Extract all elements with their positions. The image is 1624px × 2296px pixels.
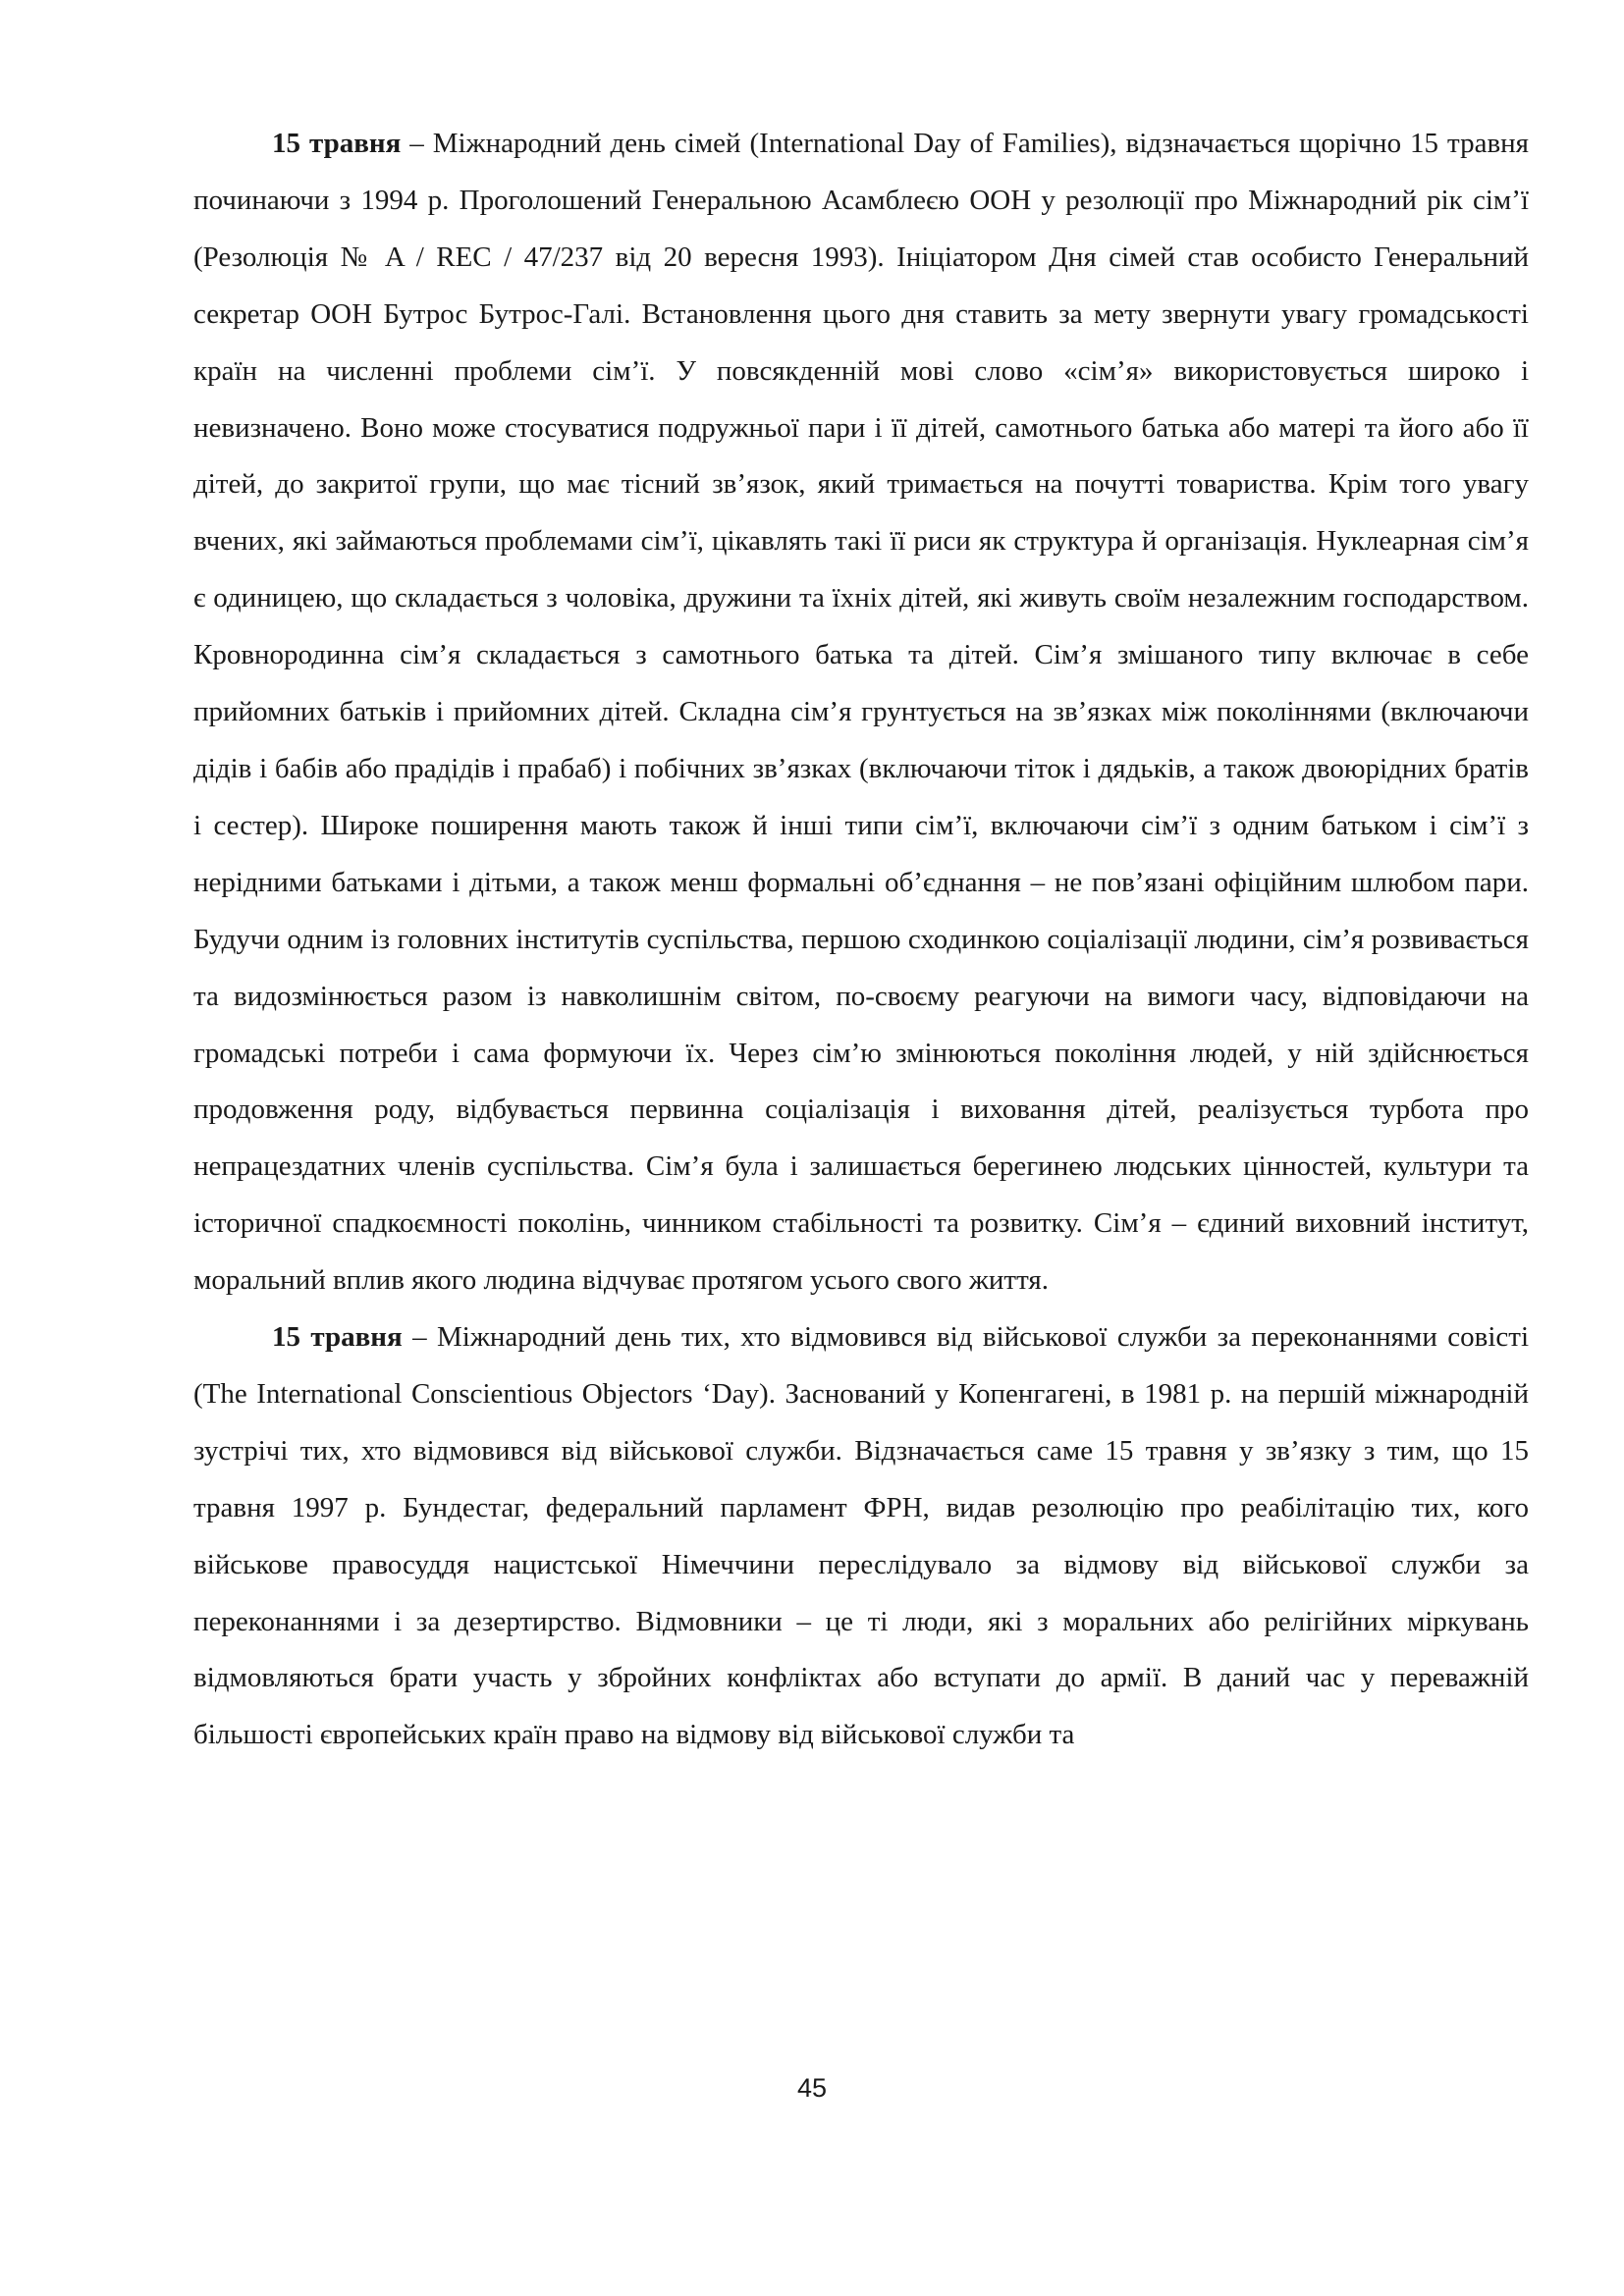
paragraph-text: – Міжнародний день тих, хто відмовився від військової служби за переконаннями совісті (The International Conscientious Objectors ‘Day). Заснований у Копенгагені, в 1981 р. на першій міжнародній зустрічі тих, хто відмовився від військової служби. Відзначається саме 15 травня у зв’язку з тим, що 15 травня 1997 р. Бундестаг, федеральний парламент ФРН, видав резолюцію про реабілітацію тих, кого військове правосуддя нацистської Німеччини переслідувало за відмову від військової служби за переконаннями і за дезертирство. Відмовники – це ті люди, які з моральних або релігійних міркувань відмовляються брати участь у збройних конфліктах або вступати до армії. В даний час у переважній більшості європейських країн право на відмову від військової служби та xyxy=(193,1321,1529,1751)
paragraph-date: 15 травня xyxy=(272,1321,403,1354)
page-number: 45 xyxy=(796,2073,828,2103)
document-page xyxy=(193,116,1529,1764)
paragraph-date: 15 травня xyxy=(272,128,402,159)
paragraph-families-day xyxy=(193,116,1529,1309)
paragraph-text: – Міжнародний день сімей (International Day of Families), відзначається щорічно 15 травня починаючи з 1994 р. Проголошений Генеральною Асамблеєю ООН у резолюції про Міжнародний рік сім’ї (Резолюція № A / REC / 47/237 від 20 вересня 1993). Ініціатором Дня сімей став особисто Генеральний секретар ООН Бутрос Бутрос-Галі. Встановлення цього дня ставить за мету звернути увагу громадськості країн на численні проблеми сім’ї. У повсякденній мові слово «сім’я» використовується широко і невизначено. Воно може стосуватися подружньої пари і її дітей, самотнього батька або матері та його або її дітей, до закритої групи, що має тісний зв’язок, який тримається на почутті товариства. Крім того увагу вчених, які займаються проблемами сім’ї, цікавлять такі її риси як структура й організація. Нуклеарная сім’я є одиницею, що складається з чоловіка, дружини та їхніх дітей, які живуть своїм незалежним господарством. Кровнородинна сім’я складається з самотнього батька та дітей. Сім’я змішаного типу включає в себе прийомних батьків і прийомних дітей. Складна сім’я грунтується на зв’язках між поколіннями (включаючи дідів і бабів або прадідів і прабаб) і побічних зв’язках (включаючи тіток і дядьків, а також двоюрідних братів і сестер). Широке поширення мають також й інші типи сім’ї, включаючи сім’ї з одним батьком і сім’ї з нерідними батьками і дітьми, а також менш формальні об’єднання – не пов’язані офіційним шлюбом пари. Будучи одним із головних інститутів суспільства, першою сходинкою соціалізації людини, сім’я розвивається та видозмінюється разом із навколишнім світом, по-своєму реагуючи на вимоги часу, відповідаючи на громадські потреби і сама формуючи їх. Через сім’ю змінюються покоління людей, у ній здійснюється продовження роду, відбувається первинна соціалізація і виховання дітей, реалізується турбота про непрацездатних членів суспільства. Сім’я була і залишається берегинею людських цінностей, культури та історичної спадкоємності поколінь, чинником стабільності та розвитку. Сім’я – єдиний виховний інститут, моральний вплив якого людина відчуває протягом усього свого життя. xyxy=(193,128,1529,1297)
paragraph-objectors-day xyxy=(193,1309,1529,1764)
